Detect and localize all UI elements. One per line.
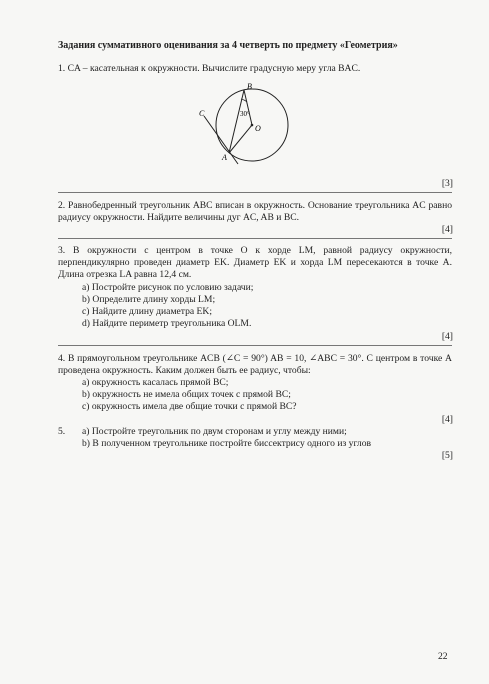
task-4-item-b: b) окружность не имела общих точек с прямой BC; [82,389,291,400]
task-4-score: [4] [441,414,453,425]
segment-bo [244,90,252,125]
task-1-figure [190,80,300,180]
label-angle: 30° [240,110,250,118]
task-5-item-a: a) Постройте треугольник по двум сторонам и углу между ними; [82,426,347,437]
divider [58,192,452,193]
task-4-text: 4. В прямоугольном треугольнике ACB (∠C = 90°) AB = 10, ∠ABC = 30°. С центром в точке A проведена окружность. Каким должен быть ее радиус, чтобы: [58,353,452,376]
task-3-item-c: c) Найдите длину диаметра EK; [82,306,212,317]
task-4-item-c: c) окружность имела две общие точки с прямой BC? [82,401,297,412]
task-5-item-b: b) В полученном треугольнике постройте биссектрису одного из углов [82,438,372,449]
center-point [251,124,254,127]
divider [58,345,452,346]
task-5-number: 5. [58,426,66,437]
task-3-text: 3. В окружности с центром в точке O к хорде LM, равной радиусу окружности, перпендикулярно проведен диаметр EK. Диаметр EK и хорда LM пересекаются в точке A. Длина отрезка LA равна 12,4 см. [58,245,452,280]
label-c: C [199,109,205,118]
task-1-text: 1. CA – касательная к окружности. Вычислите градусную меру угла BAC. [58,63,361,74]
divider [58,238,452,239]
label-a: A [222,153,227,162]
task-3-score: [4] [441,331,453,342]
task-3-item-b: b) Определите длину хорды LM; [82,294,216,305]
task-3-item-a: a) Постройте рисунок по условию задачи; [82,282,254,293]
page-title: Задания суммативного оценивания за 4 четверть по предмету «Геометрия» [58,40,398,51]
label-b: B [247,82,252,91]
tangent-ca [204,116,238,164]
page-number: 22 [438,651,448,662]
task-3-item-d: d) Найдите периметр треугольника OLM. [82,318,252,329]
task-2-score: [4] [441,224,453,235]
task-4-item-a: a) окружность касалась прямой BC; [82,377,229,388]
task-1-score: [3] [441,178,453,189]
task-5-score: [5] [441,450,453,461]
label-o: O [255,124,261,133]
task-2-text: 2. Равнобедренный треугольник ABC вписан в окружность. Основание треугольника AC равно радиусу окружности. Найдите величины дуг AC, AB и BC. [58,200,452,223]
